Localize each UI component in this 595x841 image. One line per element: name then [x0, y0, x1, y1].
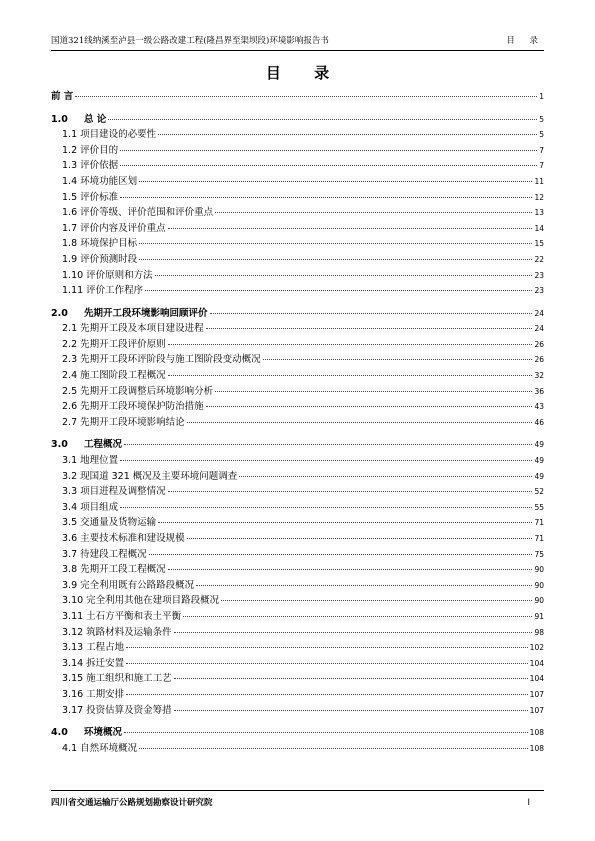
toc-entry-title: 环境概况	[84, 727, 123, 738]
toc-entry-number: 1.1	[62, 129, 78, 141]
toc-entry-title: 地理位置	[80, 454, 119, 466]
toc-entry-page: 49	[534, 471, 544, 481]
toc-section-entry[interactable]	[51, 548, 544, 562]
toc-entry-page: 11	[534, 176, 544, 186]
toc-section-entry[interactable]	[51, 516, 544, 530]
toc-dot-leader	[174, 631, 533, 633]
toc-entry-title: 前 言	[51, 91, 74, 102]
toc-entry-page: 108	[529, 743, 544, 753]
toc-section-entry[interactable]	[51, 704, 544, 718]
toc-entry-page: 24	[534, 308, 544, 318]
toc-entry-number: 3.13	[62, 642, 84, 654]
toc-dot-leader	[187, 537, 533, 539]
toc-chapter-entry[interactable]	[51, 113, 544, 127]
toc-dot-leader	[206, 327, 533, 329]
toc-entry-page: 75	[534, 549, 544, 559]
toc-dot-leader	[139, 242, 532, 244]
toc-dot-leader	[174, 677, 528, 679]
toc-dot-leader	[139, 747, 528, 749]
toc-dot-leader	[183, 615, 532, 617]
toc-entry-number: 3.16	[62, 688, 84, 700]
toc-entry-title: 先期开工段评价原则	[80, 338, 166, 350]
toc-entry-title: 投资估算及资金筹措	[86, 704, 172, 716]
toc-section-entry[interactable]	[51, 563, 544, 577]
toc-section-entry[interactable]	[51, 532, 544, 546]
toc-entry-title: 评价依据	[80, 160, 119, 172]
toc-entry-page: 7	[539, 161, 544, 171]
page-header	[51, 34, 544, 48]
toc-entry-page: 23	[534, 270, 544, 280]
toc-entry-title: 工程占地	[86, 642, 125, 654]
toc-entry-title: 评价等级、评价范围和评价重点	[80, 207, 214, 219]
toc-entry-number: 1.2	[62, 144, 78, 156]
toc-chapter-entry[interactable]	[51, 726, 544, 740]
toc-entry-number: 2.7	[62, 416, 78, 428]
toc-entry-page: 107	[529, 689, 544, 699]
toc-entry-number: 3.9	[62, 579, 78, 591]
toc-section-entry[interactable]	[51, 253, 544, 267]
toc-entry-title: 主要技术标准和建设规模	[80, 532, 185, 544]
toc-dot-leader	[168, 490, 533, 492]
footer-divider	[51, 790, 544, 791]
toc-entry-page: 55	[534, 502, 544, 512]
toc-dot-leader	[215, 390, 532, 392]
toc-entry-number: 3.12	[62, 626, 84, 638]
toc-entry-number: 3.10	[62, 595, 84, 607]
toc-entry-title: 先期开工段环境保护防治措施	[80, 401, 204, 413]
toc-section-entry[interactable]	[51, 641, 544, 655]
toc-dot-leader	[108, 118, 537, 120]
toc-entry-title: 评价工作程序	[86, 285, 144, 297]
toc-dot-leader	[75, 95, 537, 97]
toc-entry-number: 2.0	[51, 307, 68, 319]
toc-entry-number: 3.1	[62, 454, 78, 466]
toc-entry-number: 3.4	[62, 501, 78, 513]
toc-entry-page: 7	[539, 145, 544, 155]
toc-entry-title: 评价预测时段	[80, 253, 138, 265]
toc-section-entry[interactable]	[51, 416, 544, 430]
toc-entry-page: 102	[529, 643, 544, 653]
toc-entry-title: 评价标准	[80, 191, 119, 203]
toc-entry-number: 1.5	[62, 191, 78, 203]
toc-entry-number: 2.2	[62, 338, 78, 350]
toc-entry-title: 评价内容及评价重点	[80, 222, 166, 234]
toc-entry-page: 90	[534, 580, 544, 590]
toc-dot-leader	[145, 289, 532, 291]
toc-dot-leader	[124, 443, 532, 445]
toc-section-entry[interactable]	[51, 594, 544, 608]
toc-section-entry[interactable]	[51, 237, 544, 251]
toc-entry-title: 先期开工段环境影响结论	[80, 416, 185, 428]
toc-entry-title: 自然环境概况	[80, 742, 138, 754]
toc-entry-number: 1.11	[62, 285, 84, 297]
toc-entry-number: 3.2	[62, 470, 78, 482]
toc-entry-number: 1.8	[62, 238, 78, 250]
toc-entry-page: 71	[534, 533, 544, 543]
toc-entry-page: 98	[534, 627, 544, 637]
toc-entry-number: 2.3	[62, 354, 78, 366]
toc-entry-number: 1.3	[62, 160, 78, 172]
toc-entry-title: 评价原则和方法	[86, 269, 153, 281]
toc-entry-page: 23	[534, 286, 544, 296]
toc-section-entry[interactable]	[51, 626, 544, 640]
toc-dot-leader	[139, 258, 532, 260]
toc-entry-page: 24	[534, 324, 544, 334]
toc-chapter-entry[interactable]	[51, 90, 544, 104]
toc-dot-leader	[158, 133, 537, 135]
toc-dot-leader	[168, 227, 533, 229]
toc-dot-leader	[187, 421, 533, 423]
toc-dot-leader	[120, 459, 532, 461]
toc-section-entry[interactable]	[51, 579, 544, 593]
toc-entry-number: 3.3	[62, 486, 78, 498]
toc-dot-leader	[168, 343, 533, 345]
toc-entry-page: 46	[534, 417, 544, 427]
toc-entry-page: 104	[529, 674, 544, 684]
toc-entry-title: 环境功能区划	[80, 175, 138, 187]
toc-entry-number: 3.15	[62, 673, 84, 685]
toc-entry-page: 15	[534, 239, 544, 249]
toc-section-entry[interactable]	[51, 159, 544, 173]
toc-entry-page: 91	[534, 611, 544, 621]
toc-section-entry[interactable]	[51, 485, 544, 499]
toc-entry-page: 104	[529, 658, 544, 668]
toc-entry-title: 工期安排	[86, 688, 125, 700]
footer-organization: 四川省交通运输厅公路规划勘察设计研究院	[51, 798, 213, 808]
toc-entry-title: 环境保护目标	[80, 238, 138, 250]
toc-entry-number: 2.4	[62, 370, 78, 381]
toc-section-entry[interactable]	[51, 501, 544, 515]
toc-dot-leader	[139, 180, 532, 182]
toc-dot-leader	[120, 164, 537, 166]
toc-entry-number: 1.7	[62, 222, 78, 234]
toc-entry-page: 52	[534, 487, 544, 497]
toc-section-entry[interactable]	[51, 191, 544, 205]
toc-dot-leader	[126, 693, 528, 695]
toc-section-entry[interactable]	[51, 672, 544, 686]
toc-section-entry[interactable]	[51, 610, 544, 624]
toc-section-entry[interactable]	[51, 454, 544, 468]
toc-entry-number: 3.5	[62, 517, 78, 529]
toc-section-entry[interactable]	[51, 175, 544, 189]
toc-dot-leader	[174, 709, 528, 711]
toc-entry-number: 3.17	[62, 704, 84, 716]
toc-entry-title: 工程概况	[84, 439, 123, 451]
header-section-label: 目 录	[506, 36, 544, 46]
toc-entry-title: 土石方平衡和表土平衡	[86, 610, 182, 622]
toc-entry-title: 施工组织和施工工艺	[86, 673, 172, 685]
toc-dot-leader	[206, 405, 533, 407]
toc-entry-title: 项目建设的必要性	[80, 129, 157, 141]
toc-section-entry[interactable]	[51, 369, 544, 383]
header-divider	[51, 50, 544, 51]
toc-dot-leader	[210, 312, 533, 314]
toc-entry-page: 1	[539, 92, 544, 101]
toc-entry-number: 2.1	[62, 323, 78, 335]
toc-entry-page: 14	[534, 223, 544, 233]
toc-dot-leader	[126, 662, 528, 664]
toc-entry-number: 1.0	[51, 113, 68, 125]
toc-entry-title: 筑路材料及运输条件	[86, 626, 172, 638]
toc-entry-number: 3.11	[62, 610, 84, 622]
toc-entry-page: 5	[539, 130, 544, 140]
footer-page-number: I	[527, 798, 530, 808]
toc-entry-page: 108	[529, 728, 544, 737]
toc-entry-number: 3.7	[62, 548, 78, 560]
toc-section-entry[interactable]	[51, 657, 544, 671]
header-document-title: 国道321线纳溪至泸县一级公路改建工程(隆昌界至渠坝段)环境影响报告书	[51, 36, 329, 46]
toc-entry-page: 26	[534, 339, 544, 349]
toc-section-entry[interactable]	[51, 742, 544, 756]
toc-entry-number: 3.6	[62, 532, 78, 544]
toc-entry-number: 3.8	[62, 564, 78, 576]
toc-section-entry[interactable]	[51, 470, 544, 484]
toc-entry-page: 107	[529, 705, 544, 715]
toc-chapter-entry[interactable]	[51, 307, 544, 321]
toc-dot-leader	[158, 521, 532, 523]
toc-entry-title: 先期开工段环评阶段与施工图阶段变动概况	[80, 354, 261, 366]
toc-entry-number: 1.6	[62, 207, 78, 219]
toc-entry-number: 1.9	[62, 253, 78, 265]
toc-dot-leader	[155, 274, 533, 276]
toc-entry-page: 49	[534, 455, 544, 465]
toc-section-entry[interactable]	[51, 338, 544, 352]
toc-entry-page: 32	[534, 371, 544, 380]
toc-section-entry[interactable]	[51, 400, 544, 414]
page-title: 目 录	[265, 64, 344, 82]
toc-entry-title: 拆迁安置	[86, 657, 125, 669]
toc-entry-page: 26	[534, 355, 544, 365]
toc-entry-page: 43	[534, 402, 544, 412]
toc-entry-title: 项目进程及调整情况	[80, 486, 166, 498]
toc-dot-leader	[168, 374, 533, 376]
toc-section-entry[interactable]	[51, 353, 544, 367]
toc-entry-number: 4.1	[62, 742, 78, 754]
toc-entry-page: 36	[534, 386, 544, 396]
toc-dot-leader	[149, 553, 533, 555]
toc-section-entry[interactable]	[51, 269, 544, 283]
toc-entry-title: 项目组成	[80, 501, 119, 513]
toc-dot-leader	[120, 506, 532, 508]
toc-section-entry[interactable]	[51, 688, 544, 702]
toc-section-entry[interactable]	[51, 206, 544, 220]
toc-entry-title: 完全利用既有公路路段概况	[80, 579, 195, 591]
toc-entry-title: 完全利用其他在建项目路段概况	[86, 595, 220, 607]
toc-entry-page: 22	[534, 254, 544, 264]
toc-section-entry[interactable]	[51, 322, 544, 336]
toc-dot-leader	[120, 149, 537, 151]
toc-entry-title: 先期开工段调整后环境影响分析	[80, 385, 214, 397]
toc-entry-page: 49	[534, 440, 544, 450]
toc-entry-number: 3.14	[62, 657, 84, 669]
toc-dot-leader	[126, 646, 528, 648]
toc-entry-title: 总 论	[84, 113, 107, 125]
toc-entry-number: 1.4	[62, 175, 78, 187]
toc-entry-title: 评价目的	[80, 144, 119, 156]
toc-entry-number: 2.6	[62, 401, 78, 413]
toc-dot-leader	[168, 568, 533, 570]
toc-entry-number: 2.5	[62, 385, 78, 397]
toc-dot-leader	[124, 731, 528, 733]
toc-dot-leader	[221, 599, 532, 601]
toc-entry-number: 1.10	[62, 269, 84, 281]
toc-section-entry[interactable]	[51, 128, 544, 142]
toc-entry-number: 4.0	[51, 727, 68, 738]
toc-section-entry[interactable]	[51, 222, 544, 236]
toc-dot-leader	[120, 196, 532, 198]
toc-dot-leader	[239, 475, 532, 477]
toc-entry-title: 施工图阶段工程概况	[80, 370, 166, 381]
toc-entry-page: 13	[534, 208, 544, 218]
toc-entry-page: 90	[534, 565, 544, 575]
toc-entry-page: 71	[534, 518, 544, 528]
toc-entry-title: 先期开工段工程概况	[80, 564, 166, 576]
toc-dot-leader	[196, 584, 532, 586]
toc-entry-title: 交通量及货物运输	[80, 517, 157, 529]
toc-entry-page: 12	[534, 192, 544, 202]
toc-entry-page: 5	[539, 114, 544, 124]
toc-entry-title: 先期开工段及本项目建设进程	[80, 323, 204, 335]
toc-entry-title: 现国道 321 概况及主要环境问题调查	[80, 470, 238, 482]
toc-entry-title: 先期开工段环境影响回顾评价	[84, 307, 208, 319]
toc-section-entry[interactable]	[51, 284, 544, 298]
page-footer	[51, 796, 544, 810]
toc-entry-title: 待建段工程概况	[80, 548, 147, 560]
toc-chapter-entry[interactable]	[51, 438, 544, 452]
toc-dot-leader	[215, 211, 532, 213]
toc-entry-number: 3.0	[51, 439, 68, 451]
toc-dot-leader	[263, 358, 533, 360]
toc-section-entry[interactable]	[51, 144, 544, 158]
toc-section-entry[interactable]	[51, 385, 544, 399]
toc-entry-page: 90	[534, 596, 544, 606]
